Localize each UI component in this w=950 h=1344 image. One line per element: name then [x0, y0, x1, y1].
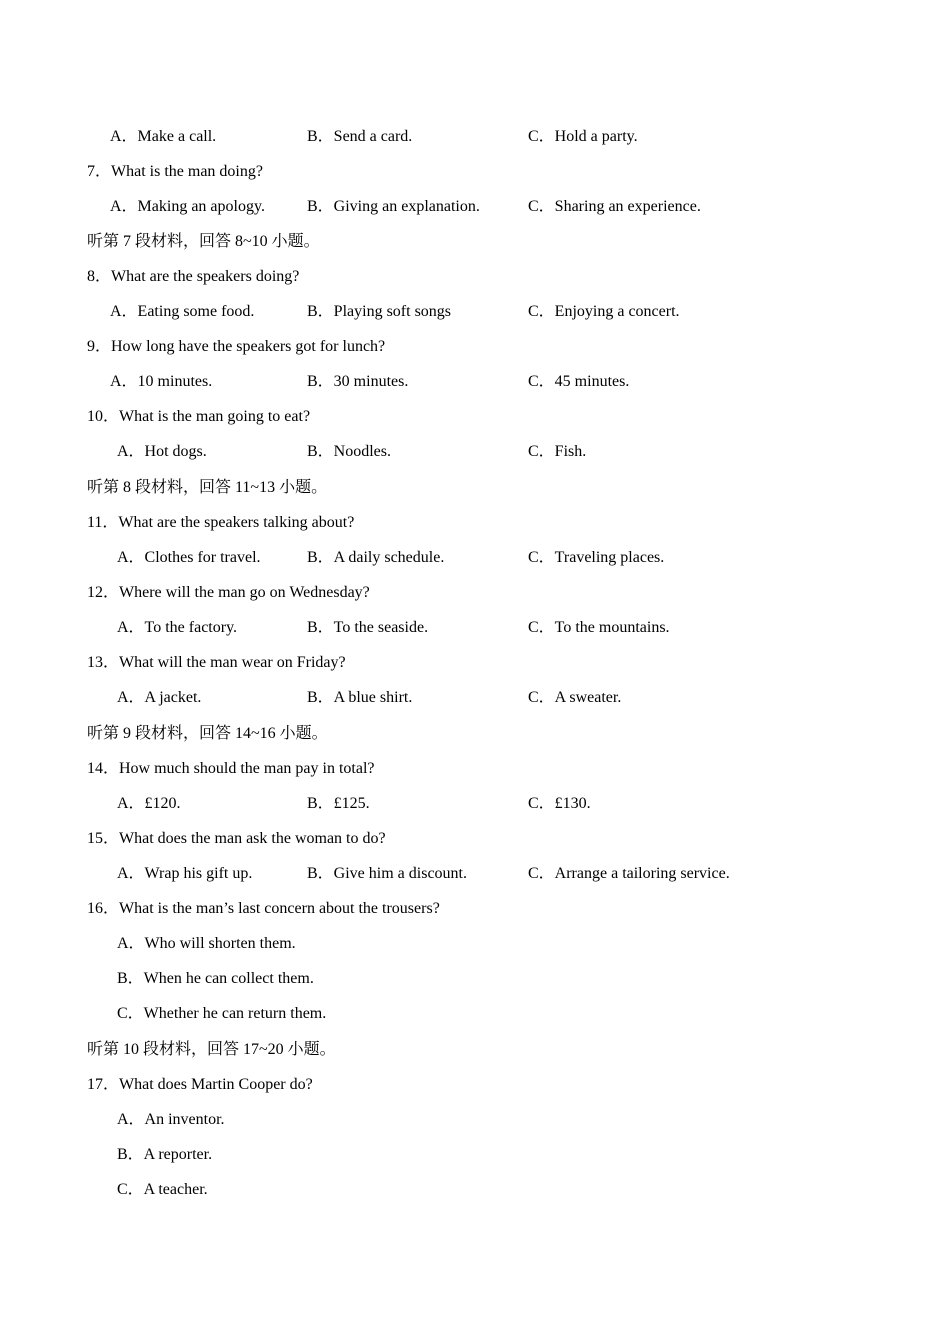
q15-option-b: B．Give him a discount.: [307, 865, 467, 882]
section10-heading: 听第 10 段材料，回答 17~20 小题。: [87, 1041, 336, 1058]
q13-option-a: A．A jacket.: [117, 689, 202, 706]
q17-option-c: C．A teacher.: [117, 1181, 208, 1198]
q11-option-b: B．A daily schedule.: [307, 549, 445, 566]
q6-option-a: A．Make a call.: [110, 128, 217, 145]
q16-option-a: A．Who will shorten them.: [117, 935, 296, 952]
q11-stem: 11．What are the speakers talking about?: [87, 514, 355, 531]
q8-option-b: B．Playing soft songs: [307, 303, 452, 320]
q9-option-b: B．30 minutes.: [307, 373, 409, 390]
q13-stem: 13．What will the man wear on Friday?: [87, 654, 346, 671]
q13-option-c: C．A sweater.: [528, 689, 622, 706]
q15-option-c: C．Arrange a tailoring service.: [528, 865, 730, 882]
q7-option-a: A．Making an apology.: [110, 198, 265, 215]
q6-option-b: B．Send a card.: [307, 128, 413, 145]
q9-stem: 9．How long have the speakers got for lunch?: [87, 338, 386, 355]
q14-option-a: A．£120.: [117, 795, 181, 812]
q6-option-c: C．Hold a party.: [528, 128, 638, 145]
q14-stem: 14．How much should the man pay in total?: [87, 760, 375, 777]
q15-stem: 15．What does the man ask the woman to do?: [87, 830, 386, 847]
q9-option-c: C．45 minutes.: [528, 373, 630, 390]
q14-option-b: B．£125.: [307, 795, 370, 812]
q16-option-c: C．Whether he can return them.: [117, 1005, 327, 1022]
q17-option-b: B．A reporter.: [117, 1146, 213, 1163]
q12-option-b: B．To the seaside.: [307, 619, 429, 636]
q17-stem: 17．What does Martin Cooper do?: [87, 1076, 313, 1093]
q7-option-c: C．Sharing an experience.: [528, 198, 701, 215]
q7-option-b: B．Giving an explanation.: [307, 198, 480, 215]
q8-stem: 8．What are the speakers doing?: [87, 268, 300, 285]
q12-option-c: C．To the mountains.: [528, 619, 670, 636]
section9-heading: 听第 9 段材料，回答 14~16 小题。: [87, 725, 328, 742]
q9-option-a: A．10 minutes.: [110, 373, 213, 390]
q8-option-a: A．Eating some food.: [110, 303, 255, 320]
q10-option-a: A．Hot dogs.: [117, 443, 207, 460]
section8-heading: 听第 8 段材料，回答 11~13 小题。: [87, 479, 328, 496]
q12-option-a: A．To the factory.: [117, 619, 238, 636]
q7-stem: 7．What is the man doing?: [87, 163, 263, 180]
q16-stem: 16．What is the man’s last concern about the trousers?: [87, 900, 440, 917]
section7-heading: 听第 7 段材料，回答 8~10 小题。: [87, 233, 320, 250]
q10-option-b: B．Noodles.: [307, 443, 392, 460]
q16-option-b: B．When he can collect them.: [117, 970, 314, 987]
q10-option-c: C．Fish.: [528, 443, 587, 460]
q10-stem: 10．What is the man going to eat?: [87, 408, 311, 425]
q14-option-c: C．£130.: [528, 795, 591, 812]
q17-option-a: A．An inventor.: [117, 1111, 225, 1128]
q11-option-a: A．Clothes for travel.: [117, 549, 261, 566]
q15-option-a: A．Wrap his gift up.: [117, 865, 253, 882]
q8-option-c: C．Enjoying a concert.: [528, 303, 680, 320]
q12-stem: 12．Where will the man go on Wednesday?: [87, 584, 370, 601]
q11-option-c: C．Traveling places.: [528, 549, 665, 566]
q13-option-b: B．A blue shirt.: [307, 689, 413, 706]
